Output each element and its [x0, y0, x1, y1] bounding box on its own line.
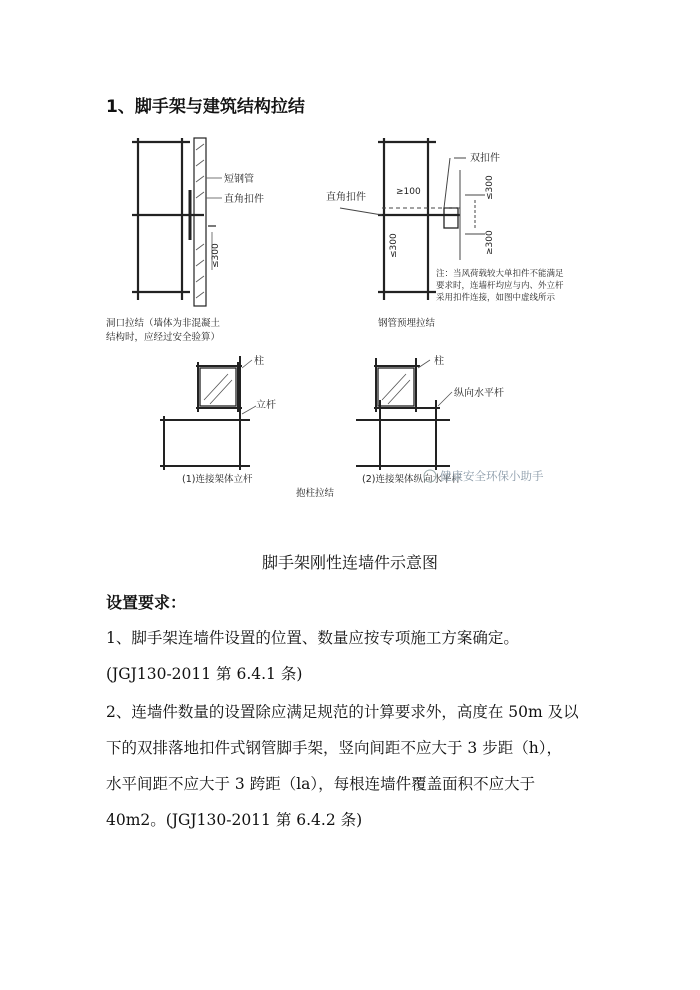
- label-ge300-right: ≥300: [485, 230, 495, 255]
- label-column-right: 柱: [434, 356, 444, 367]
- label-ge100: ≥100: [396, 187, 421, 197]
- req1-line1: 1、脚手架连墙件设置的位置、数量应按专项施工方案确定。: [106, 629, 519, 647]
- label-le300-mid: ≤300: [389, 233, 399, 258]
- req2-line2: 下的双排落地扣件式钢管脚手架，竖向间距不应大于 3 步距（h），: [106, 739, 562, 757]
- label-column-left: 柱: [254, 356, 264, 367]
- scaffold-diagram: [100, 130, 620, 510]
- label-le300-left: ≤300: [211, 243, 221, 268]
- label-upright-pole: 立杆: [256, 400, 276, 411]
- req2-line1: 2、连墙件数量的设置除应满足规范的计算要求外，高度在 50m 及以: [106, 703, 579, 721]
- opening-caption-line1: 洞口拉结（墙体为非混凝土: [106, 318, 221, 329]
- note-line2: 要求时，连墙杆均应与内、外立杆: [436, 281, 564, 291]
- requirement-item-1: [106, 626, 606, 684]
- note-line1: 注：当风荷载较大单扣件不能满足: [436, 269, 564, 279]
- sub-caption-2: (2)连接架体纵向水平杆: [362, 474, 461, 485]
- section-heading: 1、脚手架与建筑结构拉结: [106, 97, 305, 117]
- watermark: [424, 469, 544, 483]
- column-hug-caption: 抱柱拉结: [296, 488, 335, 499]
- figure-caption: 脚手架刚性连墙件示意图: [261, 553, 438, 572]
- label-right-angle-clamp-mid: 直角扣件: [326, 192, 366, 203]
- req1-line2: (JGJ130-2011 第 6.4.1 条): [106, 665, 303, 683]
- label-short-pipe: 短钢管: [224, 174, 254, 185]
- label-le300-top: ≤300: [485, 175, 495, 200]
- watermark-text: 健康安全环保小助手: [440, 469, 544, 483]
- req2-line4: 40m2。(JGJ130-2011 第 6.4.2 条): [106, 811, 363, 829]
- req2-line3: 水平间距不应大于 3 跨距（la），每根连墙件覆盖面积不应大于: [106, 775, 536, 793]
- requirement-item-2: [106, 700, 606, 830]
- label-right-angle-clamp-left: 直角扣件: [224, 194, 264, 205]
- opening-caption-line2: 结构时，应经过安全验算）: [106, 332, 221, 343]
- diagram-svg: [100, 130, 620, 510]
- note-line3: 采用扣件连接，如图中虚线所示: [436, 293, 556, 303]
- label-longitudinal-bar: 纵向水平杆: [454, 388, 504, 399]
- label-double-clamp: 双扣件: [470, 153, 500, 164]
- requirements-title: 设置要求：: [106, 593, 187, 612]
- sub-caption-1: (1)连接架体立杆: [182, 474, 253, 485]
- embedded-caption: 钢管预埋拉结: [378, 318, 436, 329]
